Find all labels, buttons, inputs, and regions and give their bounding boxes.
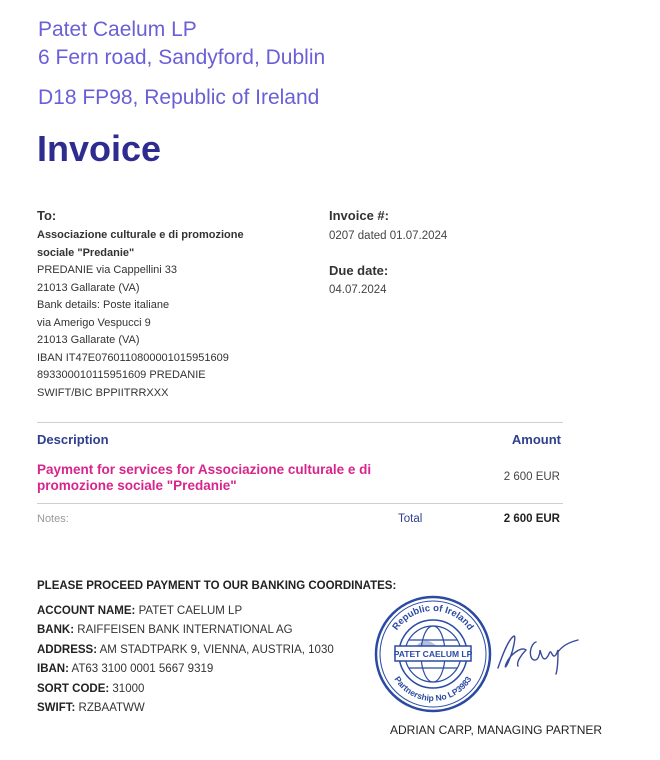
total-value: 2 600 EUR — [503, 513, 560, 525]
recipient-line: via Amerigo Vespucci 9 — [37, 316, 151, 329]
divider — [37, 422, 563, 423]
bank-row — [37, 621, 334, 640]
bank-row-label: BANK: — [37, 624, 75, 637]
bank-row-value: RAIFFEISEN BANK INTERNATIONAL AG — [77, 624, 293, 637]
recipient-name-line: sociale "Predanie" — [37, 246, 135, 259]
document-title: Invoice — [37, 128, 162, 169]
bank-row — [37, 680, 334, 699]
banking-heading: PLEASE PROCEED PAYMENT TO OUR BANKING COORDINATES: — [37, 580, 397, 592]
banking-details — [37, 602, 334, 718]
amount-header: Amount — [511, 432, 561, 447]
description-header: Description — [37, 432, 109, 447]
recipient-line: 893300010115951609 PREDANIE — [37, 369, 206, 381]
company-name: Patet Caelum LP — [38, 18, 197, 41]
bank-row-label: ACCOUNT NAME: — [37, 605, 136, 617]
invoice-number-label: Invoice #: — [329, 208, 389, 223]
signatory-name: ADRIAN CARP, MANAGING PARTNER — [390, 723, 603, 737]
due-date-label: Due date: — [329, 263, 389, 278]
bank-row-label: SWIFT: — [37, 702, 76, 715]
recipient-line: PREDANIE via Cappellini 33 — [37, 264, 178, 276]
bank-row-value: 31000 — [112, 682, 145, 695]
bank-row — [37, 602, 334, 621]
due-date-value: 04.07.2024 — [329, 284, 387, 296]
bank-row-value: RZBAATWW — [78, 702, 145, 715]
bank-row-value: PATET CAELUM LP — [138, 605, 243, 617]
bank-row-label: IBAN: — [37, 663, 69, 676]
bank-row-value: AT63 3100 0001 5667 9319 — [71, 663, 214, 676]
recipient-line: 21013 Gallarate (VA) — [37, 334, 140, 346]
line-item-description: Payment for services for Associazione culturale e di promozione sociale "Predanie" — [37, 462, 372, 493]
total-label: Total — [398, 513, 423, 525]
invoice-number-value: 0207 dated 01.07.2024 — [329, 230, 448, 242]
bill-to-label: To: — [37, 208, 57, 223]
company-address-line1: 6 Fern road, Sandyford, Dublin — [38, 46, 326, 69]
recipient-line: 21013 Gallarate (VA) — [37, 281, 140, 294]
bank-row-label: SORT CODE: — [37, 682, 110, 695]
line-item-amount: 2 600 EUR — [503, 471, 560, 483]
bank-row — [37, 699, 334, 718]
stamp-center-text: PATET CAELUM LP — [393, 649, 473, 659]
bank-row — [37, 641, 334, 660]
signature-image — [492, 628, 587, 678]
recipient-line: IBAN IT47E0760110800001015951609 — [37, 351, 229, 364]
divider — [37, 503, 563, 504]
bank-row-value: AM STADTPARK 9, VIENNA, AUSTRIA, 1030 — [99, 643, 334, 656]
notes-label: Notes: — [37, 513, 69, 525]
bank-row — [37, 660, 334, 679]
recipient-line: SWIFT/BIC BPPIITRRXXX — [37, 386, 169, 399]
stamp-top-text: Republic of Ireland — [390, 602, 476, 633]
company-stamp — [373, 594, 493, 714]
svg-text:Republic of Ireland — [390, 603, 475, 633]
bank-row-label: ADDRESS: — [37, 643, 98, 656]
recipient-name-line: Associazione culturale e di promozione — [37, 229, 244, 241]
stamp-bottom-text: Partnership No LP3983 — [392, 674, 474, 704]
company-address-line2: D18 FP98, Republic of Ireland — [38, 86, 320, 109]
bill-to-block — [37, 208, 244, 402]
recipient-line: Bank details: Poste italiane — [37, 299, 170, 311]
